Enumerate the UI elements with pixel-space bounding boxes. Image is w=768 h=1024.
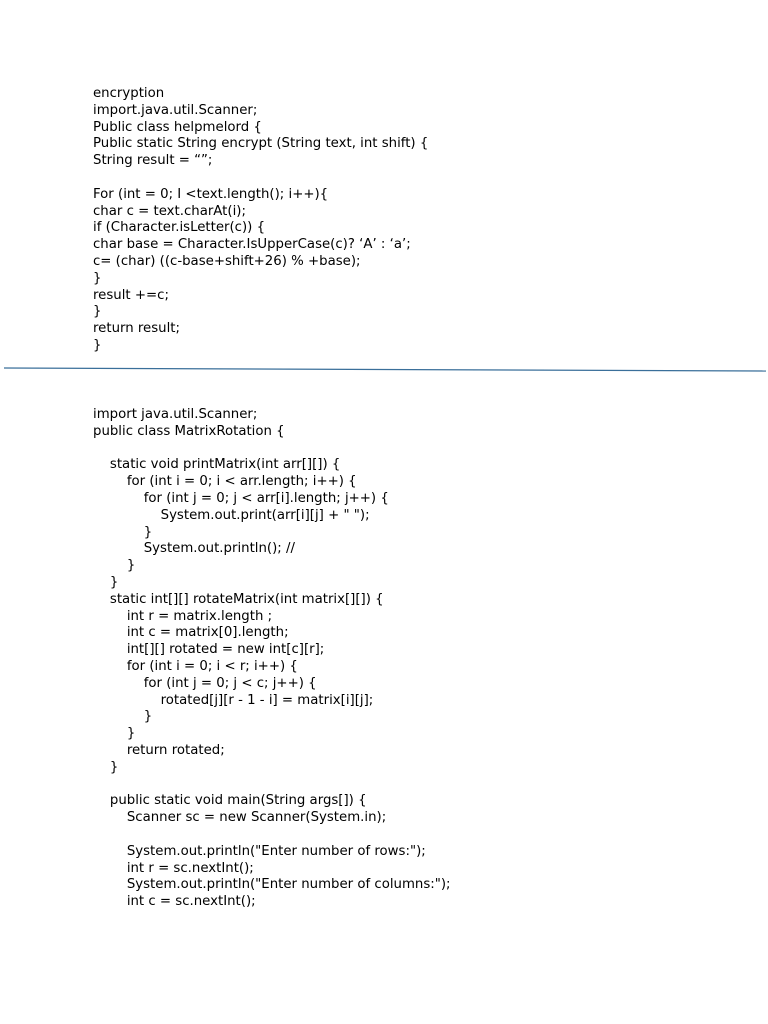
code-line: System.out.println(); // [93, 541, 295, 557]
section-divider [4, 364, 766, 374]
code-line: for (int i = 0; i < r; i++) { [93, 658, 298, 674]
code-line: int[][] rotated = new int[c][r]; [93, 642, 325, 658]
code-line: For (int = 0; I <text.length(); i++){ [93, 186, 329, 202]
code-line: import java.util.Scanner; [93, 407, 258, 422]
code-line: } [93, 524, 153, 540]
code-line: int r = sc.nextInt(); [93, 860, 254, 876]
code-line: } [93, 759, 119, 775]
code-line [93, 441, 753, 458]
code-line: static int[][] rotateMatrix(int matrix[][]) { [93, 591, 384, 607]
code-line: for (int i = 0; i < arr.length; i++) { [93, 474, 357, 490]
code-line: return result; [93, 321, 180, 337]
code-line: char c = text.charAt(i); [93, 203, 246, 219]
code-line: for (int j = 0; j < c; j++) { [93, 675, 317, 691]
matrix-rotation-code-block [93, 407, 753, 911]
code-line: } [93, 270, 102, 286]
code-line: int c = matrix[0].length; [93, 625, 289, 641]
code-line: c= (char) ((c-base+shift+26) % +base); [93, 253, 361, 269]
code-line: rotated[j][r - 1 - i] = matrix[i][j]; [93, 692, 374, 708]
code-line: } [93, 709, 153, 725]
code-line: result +=c; [93, 287, 169, 303]
code-line: int c = sc.nextInt(); [93, 894, 256, 910]
code-line: } [93, 574, 119, 590]
encryption-code-block [93, 86, 753, 355]
code-line: import.java.util.Scanner; [93, 102, 258, 118]
code-line: System.out.println("Enter number of rows:"); [93, 843, 426, 859]
code-line: Public static String encrypt (String text, int shift) { [93, 136, 429, 152]
code-line: char base = Character.IsUpperCase(c)? ‘A’ : ‘a’; [93, 237, 411, 253]
code-line: for (int j = 0; j < arr[i].length; j++) { [93, 490, 389, 506]
code-line: System.out.println("Enter number of columns:"); [93, 877, 451, 893]
code-line: if (Character.isLetter(c)) { [93, 220, 266, 236]
code-line: System.out.print(arr[i][j] + " "); [93, 507, 370, 523]
code-line: } [93, 558, 136, 574]
code-line: } [93, 726, 136, 742]
code-line: return rotated; [93, 742, 225, 758]
code-line: Scanner sc = new Scanner(System.in); [93, 810, 387, 826]
code-line: public static void main(String args[]) { [93, 793, 367, 809]
code-line: String result = “”; [93, 153, 213, 169]
code-line [93, 777, 753, 794]
code-line: public class MatrixRotation { [93, 423, 285, 439]
code-line: static void printMatrix(int arr[][]) { [93, 457, 341, 473]
code-line: } [93, 304, 102, 320]
code-line: } [93, 337, 102, 353]
code-line: Public class helpmelord { [93, 119, 262, 135]
code-line [93, 827, 753, 844]
code-line: encryption [93, 86, 165, 101]
code-line: int r = matrix.length ; [93, 608, 273, 624]
code-line [93, 170, 753, 187]
